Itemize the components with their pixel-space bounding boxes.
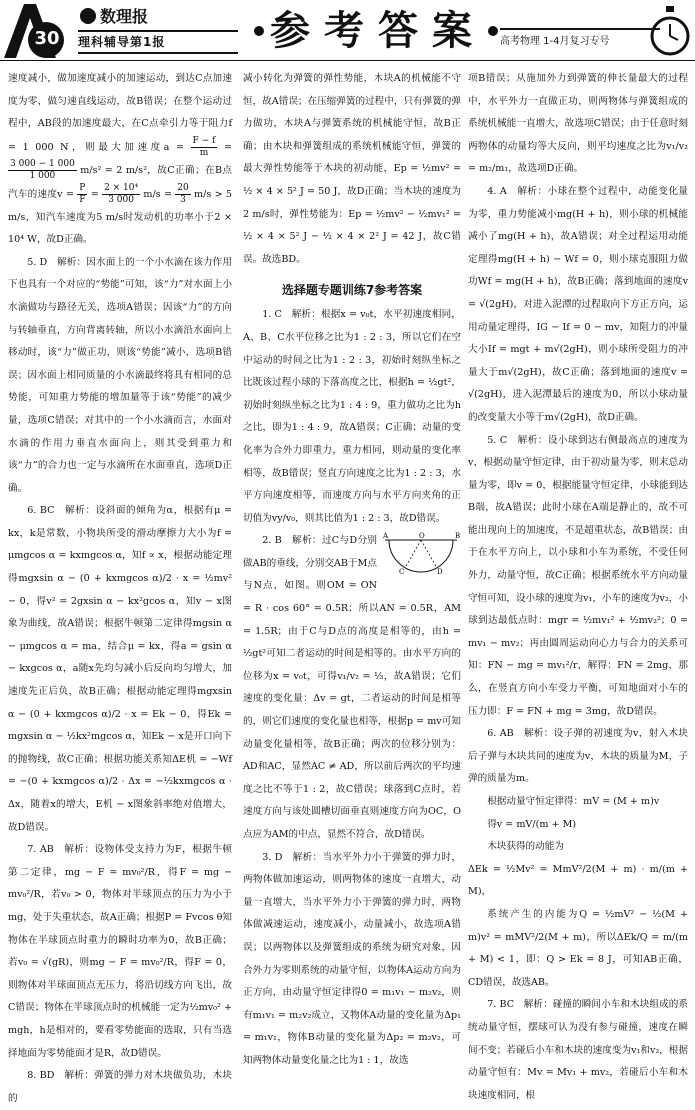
numerator: F − f [192, 135, 216, 146]
denominator: 3 000 [108, 194, 134, 205]
answer-q4: 4. A 解析：小球在整个过程中，动能变化量为零，重力势能减小mg(H + h)，则小球的机械能减小了mg(H + h)，故A错误；对全过程运用动能定理得mg(H + h) − Wf = 0，则小球克服阻力做功Wf = mg(H + h)，故B正确；落到地面的速度v = √(2gH)，对进入泥潭的过程取向下方正方向，运用动量定理得，IG − If = 0 − mv，知阻力的冲量大小If = mgt + m√(2gH)，则小球所受阻力的冲量大于m√(2gH)，故C正确；落到地面的速度v = √(2gH)，进入泥潭最后的速度为0，所以小球动量的改变量大小等于m√(2gH)，故D正确。 [468, 185, 688, 423]
answer-q7: 7. BC 解析：碰撞的瞬间小车和木块组成的系统动量守恒，摆球可认为没有参与碰撞，速度在瞬间不变；若碰后小车和木块的速度变为v₁和v₂，根据动量守恒有：Mv = Mv₁ + mv₂，若碰后小车和木块速度相同，根 [468, 999, 688, 1101]
text: m/s = [143, 188, 176, 200]
answer-q8-continued: 减小转化为弹簧的弹性势能，木块A的机械能不守恒，故A错误；在压缩弹簧的过程中，只有弹簧的弹力做功，木块A与弹簧系统的机械能守恒，故B正确；由木块和弹簧组成的系统机械能守恒，弹簧的最大弹性势能等于木块的初动能，Ep = ½mv² = ½ × 4 × 5² J = 50 J，故D正确；当木块的速度为2 m/s时，弹性势能为：Ep = ½mv² − ½mv₁² = ½ × 4 × 5² J − ½ × 4 × 2² J = 42 J，故C错误。故选BD。 [243, 73, 461, 265]
svg-text:A: A [383, 532, 389, 541]
svg-text:D: D [437, 568, 443, 577]
denominator: 3 [180, 194, 186, 205]
svg-text:B: B [455, 532, 461, 541]
denominator: 1 000 [29, 171, 56, 182]
numerator: P [77, 183, 87, 195]
fraction [77, 183, 87, 206]
equation-line: 根据动量守恒定律得：mV = (M + m)v [487, 796, 660, 807]
equation-line: ΔEk = ½Mv² = MmV²/2(M + m) · m/(m + M)， [468, 863, 688, 898]
answer-q6: 6. AB 解析：设子弹的初速度为v，射入木块后子弹与木块共同的速度为v，木块的质量为M，子弹的质量为m。 [468, 728, 688, 785]
section-title: 选择题专题训练7参考答案 [281, 283, 423, 298]
header-rule [0, 60, 695, 61]
answer-q1: 1. C 解析：根据x = v₀t，水平初速度相同，A、B、C水平位移之比为1 : 2 : 3，所以它们在空中运动的时间之比为1 : 2 : 3，初始时刻纵坐标之比既该过程小球的下落高度之比，根据h = ½gt²，初始时刻纵坐标之比为1 : 4 : 9，重力做功之比为h之比，即为1 : 4 : 9，故A错误；C正确；动量的变化率为合外力即重力，重力相同，则动量的变化率相等，故B错误；竖直方向速度之比为1 : 2 : 3，水平方向速度相等，而速度方向与水平方向夹角的正切值为vy/v₀，则其比值为1 : 2 : 3，故D错误。 [243, 309, 461, 524]
column-2 [243, 68, 461, 1073]
answer-q8: 8. BD 解析：弹簧的弹力对木块做负功，木块的 [8, 1070, 232, 1104]
issue-label: 高考物理 1-4月复习专号 [500, 28, 660, 50]
text: = [223, 141, 232, 153]
answer-q5: 5. C 解析：设小球到达右侧最高点的速度为v，根据动量守恒定律，由于初动量为零，则末总动量为零，即v = 0，根据能量守恒定律，小球能到达B端，故A错误；此时小球在A端是静止的，故不可能出现向上的加速度，不是超重状态，故B错误；由于在水平方向上，以小球和小车为系统，不受任何外力，动量守恒，故C正确；根据系统水平方向动量守恒可知，设小球的速度为v₁，小车的速度为v₂，小球到达最低点时：mgr = ½mv₁² + ½mv₂²；0 = mv₁ − mv₂；再由圆周运动向心力与合力的关系可知：FN − mg = mv₁²/r，解得：FN = 2mg，那么，在竖直方向小车受力平衡，可知地面对小车的压力即：F = FN + mg = 3mg，故D错误。 [468, 434, 688, 717]
stopwatch-icon [650, 4, 690, 60]
answer-q2: 2. B 解析：过C与D分别做AB的垂线，分别交AB于M点与N点，如图。则OM = ON = R · cos 60° = 0.5R；所以AN = 0.5R，AM = 1.5R；由于C与D点的高度是相等的，由h = ½gt²可知二者运动的时间是相等的。由水平方向的位移为x = v₀t，可得v₁/v₂ = ⅓，故A错误；它们速度的变化量：Δv = gt，二者运动的时间是相等的，则它们速度的变化量也相等，根据p = mv可知动量变化量相等，故B正确；两次的位移分别为：AD和AC，显然AC ≠ AD，所以前后两次的平均速度之比不等于1 : 2，故C错误；球落到C点时，若速度方向与该处圆槽切面垂直则速度方向为OC，O点应为AM的中点，显然不符合，故D错误。 [243, 535, 461, 840]
answer-q3: 3. D 解析：当水平外力小于弹簧的弹力时，两物体做加速运动，则两物体的速度一直增大，动量一直增大，当水平外力小于弹簧的弹力时，两物体做减速运动，速度减小，动量减小，故选项A错误；以两物体以及弹簧组成的系统为研究对象，因合外力为零则系统的动量守恒，以物体A运动方向为正方向，由动量守恒定律得0 = m₁v₁ − m₂v₂，则有m₁v₁ = m₂v₂成立，又物体A动量的变化量为Δp₁ = m₁v₁，物体B动量的变化量为Δp₂ = m₂v₂，可知两物体动量变化量之比为1 : 1，故选 [243, 851, 461, 1066]
column-1 [8, 68, 232, 1110]
column-3 [468, 68, 688, 1107]
page-title: 参考答案 [270, 7, 486, 54]
answer-q5: 5. D 解析：因水面上的一个小水滴在该力作用下也具有一个对应的“势能”可知，该“力”对水面上小水滴做功与路径无关，选项A错误；因该“力”的方向与转轴垂直，方向背离转轴，所以小水滴沿水面向上移动时，该“力”做正功，则该“势能”减小，选项B错误；因水面上相同质量的小水滴最终将具有相同的总势能，可知重力势能的增加量等于该“势能”的减少量，选项C错误；对其中的一个小水滴而言，水面对水滴的作用力垂直水面向上，则其受到重力和该“力”的合力也一定与水滴所在水面垂直，选项D正确。 [8, 256, 232, 494]
text: m/s > 5 m/s，知汽车速度为5 m/s时发动机的功率小于2 × 10⁴ W，故D正确。 [8, 188, 233, 246]
page-header [0, 0, 695, 64]
paragraph [8, 68, 232, 252]
subtitle: 理科辅导第1报 [78, 30, 238, 54]
fraction [8, 159, 77, 182]
equation-line: 系统产生的内能为Q = ½mV² − ½(M + m)v² = mMV²/2(M + m)，所以ΔEk/Q = m/(m + M) < 1，即：Q > Ek = 8 J，可知AB正确，CD错误，故选AB。 [468, 908, 688, 988]
text: = [90, 188, 103, 200]
svg-text:O: O [419, 532, 425, 541]
denominator: F [79, 194, 86, 205]
title-dot-right [488, 26, 498, 36]
title-dot-left [254, 26, 264, 36]
fraction [175, 183, 190, 206]
equation-line: 木块获得的动能为 [487, 841, 564, 853]
denominator: m [199, 147, 209, 158]
fraction [102, 183, 140, 206]
numerator: 3 000 − 1 000 [10, 159, 75, 170]
fraction [191, 136, 218, 159]
equation-line: 得v = mV/(m + M) [487, 818, 577, 830]
page-letter-logo [2, 2, 72, 60]
answer-q6: 6. BC 解析：设斜面的倾角为α，根据有μ = kx，k是常数，小物块所受的滑动摩擦力大小为f = μmgcos α = kxmgcos α，知f ∝ x，根据动能定理得mgxsin α − (0 + kxmgcos α)/2 · x = ½mv² − 0，得v² = 2gxsin α − kx²gcos α，知v − x图象为曲线，故A错误；根据牛顿第二定律得mgsin α − μmgcos α = ma，结合μ = kx，得a = gsin α − kxgcos α，a随x先均匀减小后反向均匀增大，加速度先正后负，故B正确；根据动能定理得mgxsin α − (0 + kxmgcos α)/2 · x = Ek − 0，得Ek = mgxsin α − ½kx²mgcos α，知Ek − x是开口向下的抛物线，故C正确；根据功能关系知ΔE机 = −Wf = −(0 + kxmgcos α)/2 · Δx = −½kxmgcos α · Δx，随着x的增大，E机 − x图象斜率绝对值增大，故D错误。 [8, 505, 232, 833]
brand-icon [80, 8, 96, 24]
numerator: 20 [177, 182, 189, 193]
text: m/s² = 2 m/s²，故C正确；在B点汽车的速度v = [8, 165, 232, 200]
answer-q7: 7. AB 解析：设物体受支持力为F，根据牛顿第二定律，mg − F = mv₀²/R，得F = mg − mv₀²/R，若v₀ > 0，物体对半球顶点的压力为小于mg，处于失重状态，故A正确；根据P = Fvcos θ知物体在半球顶点时重力的瞬时功率为0，故B正确；若v₀ = √(gR)，则mg − F = mv₀²/R，得F = 0，则物体对半球面顶点无压力，将沿切线方向飞出，故C错误；物体在半球顶点时的机械能一定为½mv₀² + mgh，h是相对的，要看零势能面的选取，只有当选择地面为零势能面才是R，故D错误。 [8, 844, 232, 1059]
numerator: 2 × 10⁴ [104, 182, 139, 193]
page-number: 30 [34, 28, 60, 49]
text: 速度减小，做加速度减小的加速运动，到达C点加速度为零，做匀速直线运动，故B错误；在整个运动过程中，AB段的加速度最大，在C点牵引力等于阻力f = 1 000 N，则最大加速度a = [8, 73, 232, 153]
semicircle-diagram [381, 532, 461, 592]
answer-q3-continued: 项B错误；从施加外力到弹簧的伸长量最大的过程中，水平外力一直做正功，则两物体与弹簧组成的系统机械能一直增大，故选项C错误；由于任意时刻两物体的动量均等大反向，则平均速度之比为v₁/v₂ = m₂/m₁，故选项D正确。 [468, 73, 688, 175]
svg-text:C: C [399, 568, 405, 577]
brand-text: 数理报 [100, 7, 149, 26]
brand-name [80, 4, 230, 26]
